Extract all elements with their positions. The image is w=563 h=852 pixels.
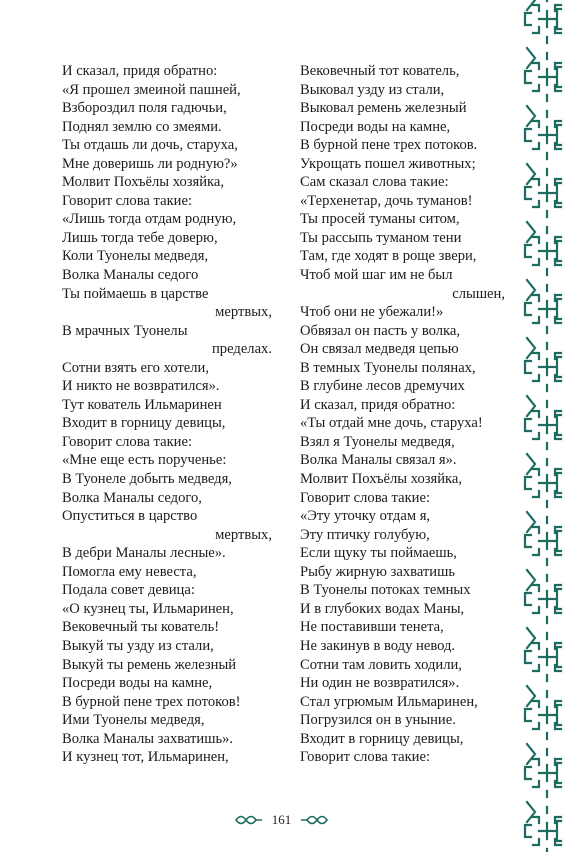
verse-line: В мрачных Туонелы xyxy=(62,322,188,339)
verse-line: Посреди воды на камне, xyxy=(300,118,451,135)
verse-line: «О кузнец ты, Ильмаринен, xyxy=(62,600,234,617)
verse-line: Входит в горницу девицы, xyxy=(62,415,226,432)
verse-line: Ты рассыпь туманом тени xyxy=(300,229,462,246)
verse-line: Выковал ремень железный xyxy=(300,100,467,117)
verse-line: Входит в горницу девицы, xyxy=(300,730,464,747)
verse-line: Ты просей туманы ситом, xyxy=(300,211,460,228)
verse-line: Посреди воды на камне, xyxy=(62,675,213,692)
verse-line: Тут кователь Ильмаринен xyxy=(62,396,222,413)
verse-line: И сказал, придя обратно: xyxy=(62,63,218,79)
verse-line: И сказал, придя обратно: xyxy=(300,396,456,413)
verse-line: Подала совет девица: xyxy=(62,582,195,599)
verse-line: Волка Маналы захватишь». xyxy=(62,730,234,747)
verse-line: пределах. xyxy=(212,341,272,358)
verse-line: Сам сказал слова такие: xyxy=(300,174,449,191)
verse-line: Эту птичку голубую, xyxy=(300,526,430,543)
fleuron-left-icon xyxy=(234,813,264,827)
verse-line: Ты поймаешь в царстве xyxy=(62,285,209,302)
page-number: 161 xyxy=(271,812,292,827)
verse-line: Ты отдашь ли дочь, старуха, xyxy=(62,137,238,154)
verse-line: Выковал узду из стали, xyxy=(300,81,445,98)
verse-line: Выкуй ты ремень железный xyxy=(62,656,237,673)
verse-line: Чтоб мой шаг им не был xyxy=(300,267,453,284)
verse-line: В Туонеле добыть медведя, xyxy=(62,471,232,488)
verse-line: Вековечный тот кователь, xyxy=(300,63,460,79)
verse-line: И кузнец тот, Ильмаринен, xyxy=(62,749,229,766)
poem-column-right xyxy=(300,62,505,767)
verse-line: Не поставивши тенета, xyxy=(300,619,444,636)
verse-line: Взял я Туонелы медведя, xyxy=(300,433,455,450)
verse-line: Он связал медведя цепью xyxy=(300,341,459,358)
verse-line: Рыбу жирную захватишь xyxy=(300,563,456,580)
verse-line: Погрузился он в уныние. xyxy=(300,712,456,729)
page-footer xyxy=(0,812,563,828)
verse-line: Выкуй ты узду из стали, xyxy=(62,637,214,654)
verse-line: Сотни там ловить ходили, xyxy=(300,656,462,673)
verse-line: Лишь тогда тебе доверю, xyxy=(62,229,218,246)
verse-line: «Эту уточку отдам я, xyxy=(300,508,431,525)
verse-line: В бурной пене трех потоков. xyxy=(300,137,478,154)
poem-column-left xyxy=(62,62,272,767)
verse-line: И в глубоких водах Маны, xyxy=(300,600,465,617)
verse-line: В темных Туонелы полянах, xyxy=(300,359,476,376)
verse-line: Говорит слова такие: xyxy=(300,489,431,506)
verse-line: В глубине лесов дремучих xyxy=(300,378,465,395)
verse-line: «Лишь тогда отдам родную, xyxy=(62,211,237,228)
verse-line: Не закинув в воду невод. xyxy=(300,637,456,654)
fleuron-right-icon xyxy=(299,813,329,827)
verse-line: Говорит слова такие: xyxy=(300,749,431,766)
verse-line: В Туонелы потоках темных xyxy=(300,582,471,599)
verse-line: Если щуку ты поймаешь, xyxy=(300,545,457,562)
verse-line: И никто не возвратился». xyxy=(62,378,220,395)
verse-line: Чтоб они не убежали!» xyxy=(300,304,444,321)
verse-line: Молвит Похъёлы хозяйка, xyxy=(300,471,463,488)
decorative-border-ornament xyxy=(523,0,563,852)
verse-line: В бурной пене трех потоков! xyxy=(62,693,241,710)
verse-line: Там, где ходят в роще звери, xyxy=(300,248,477,265)
verse-line: мертвых, xyxy=(215,304,272,321)
verse-line: Волка Маналы седого, xyxy=(62,489,202,506)
verse-line: слышен, xyxy=(452,285,505,302)
verse-line: Сотни взять его хотели, xyxy=(62,359,210,376)
verse-line: Мне доверишь ли родную?» xyxy=(62,155,238,172)
verse-line: «Я прошел змеиной пашней, xyxy=(62,81,241,98)
verse-line: Укрощать пошел животных; xyxy=(300,155,476,172)
verse-line: Коли Туонелы медведя, xyxy=(62,248,209,265)
verse-line: Стал угрюмым Ильмаринен, xyxy=(300,693,478,710)
verse-line: Поднял землю со змеями. xyxy=(62,118,222,135)
verse-line: Опуститься в царство xyxy=(62,508,198,525)
verse-line: Вековечный ты кователь! xyxy=(62,619,220,636)
verse-line: Взбороздил поля гадючьи, xyxy=(62,100,227,117)
verse-line: В дебри Маналы лесные». xyxy=(62,545,226,562)
verse-line: Говорит слова такие: xyxy=(62,192,193,209)
verse-line: Помогла ему невеста, xyxy=(62,563,197,580)
verse-line: Молвит Похъёлы хозяйка, xyxy=(62,174,225,191)
verse-line: «Мне еще есть порученье: xyxy=(62,452,227,469)
verse-line: Волка Маналы связал я». xyxy=(300,452,457,469)
verse-line: «Ты отдай мне дочь, старуха! xyxy=(300,415,483,432)
verse-line: Ни один не возвратился». xyxy=(300,675,460,692)
verse-line: Обвязал он пасть у волка, xyxy=(300,322,460,339)
verse-line: мертвых, xyxy=(215,526,272,543)
verse-line: Говорит слова такие: xyxy=(62,433,193,450)
verse-line: «Терхенетар, дочь туманов! xyxy=(300,192,473,209)
verse-line: Волка Маналы седого xyxy=(62,267,199,284)
verse-line: Ими Туонелы медведя, xyxy=(62,712,205,729)
